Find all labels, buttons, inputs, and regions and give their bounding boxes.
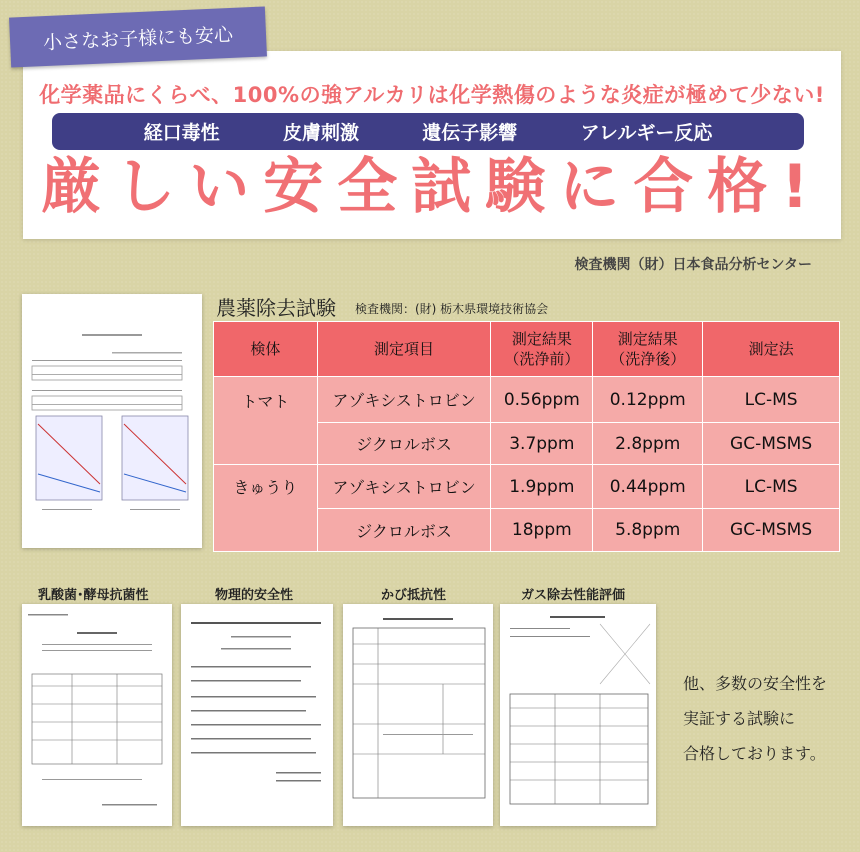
item-cell: ジクロルボス [317,423,491,465]
before-cell: 3.7ppm [491,423,593,465]
after-cell: 0.12ppm [593,377,703,423]
tests-bar [52,113,804,150]
cert-document-image [181,604,333,826]
table-header-row [214,322,840,377]
table-row [214,465,840,509]
after-cell: 5.8ppm [593,509,703,552]
header-sample: 検体 [214,322,318,377]
test-label: 遺伝子影響 [422,122,518,144]
before-cell: 1.9ppm [491,465,593,509]
cert-title: かび抵抗性 [381,588,447,603]
method-cell: LC-MS [703,465,840,509]
cert-title: ガス除去性能評価 [521,588,626,603]
header-before: 測定結果 （洗浄前） [491,322,593,377]
cert-document-image [343,604,493,826]
method-cell: LC-MS [703,377,840,423]
before-cell: 18ppm [491,509,593,552]
report-document-image [22,294,202,548]
pesticide-test-title: 農薬除去試験 [216,296,336,320]
closing-line: 他、多数の安全性を [683,674,828,693]
pesticide-inspector: 検査機関：(財) 栃木県環境技術協会 [355,302,549,316]
pesticide-results-table [213,321,840,552]
method-cell: GC-MSMS [703,423,840,465]
item-cell: アゾキシストロビン [317,465,491,509]
header-item: 測定項目 [317,322,491,377]
headline: 厳しい安全試験に合格! [41,152,823,222]
test-label: 皮膚刺激 [282,122,359,144]
after-cell: 0.44ppm [593,465,703,509]
sample-cell: きゅうり [214,465,318,552]
table-row [214,377,840,423]
after-cell: 2.8ppm [593,423,703,465]
test-label: アレルギー反応 [580,122,713,144]
cert-title: 乳酸菌･酵母抗菌性 [38,588,149,603]
closing-text [683,666,827,771]
inspector-note: 検査機関（財）日本食品分析センター [574,257,812,273]
cert-document-image [22,604,172,826]
item-cell: アゾキシストロビン [317,377,491,423]
before-cell: 0.56ppm [491,377,593,423]
header-after: 測定結果 （洗浄後） [593,322,703,377]
banner-subtitle: 化学薬品にくらべ、100%の強アルカリは化学熱傷のような炎症が極めて少ない! [39,83,825,107]
cert-title: 物理的安全性 [215,588,294,603]
cert-document-image [500,604,656,826]
item-cell: ジクロルボス [317,509,491,552]
method-cell: GC-MSMS [703,509,840,552]
closing-line: 合格しております。 [683,744,826,763]
header-method: 測定法 [703,322,840,377]
closing-line: 実証する試験に [683,709,796,728]
safety-tag: 小さなお子様にも安心 [9,6,267,67]
test-label: 経口毒性 [143,122,220,144]
sample-cell: トマト [214,377,318,465]
